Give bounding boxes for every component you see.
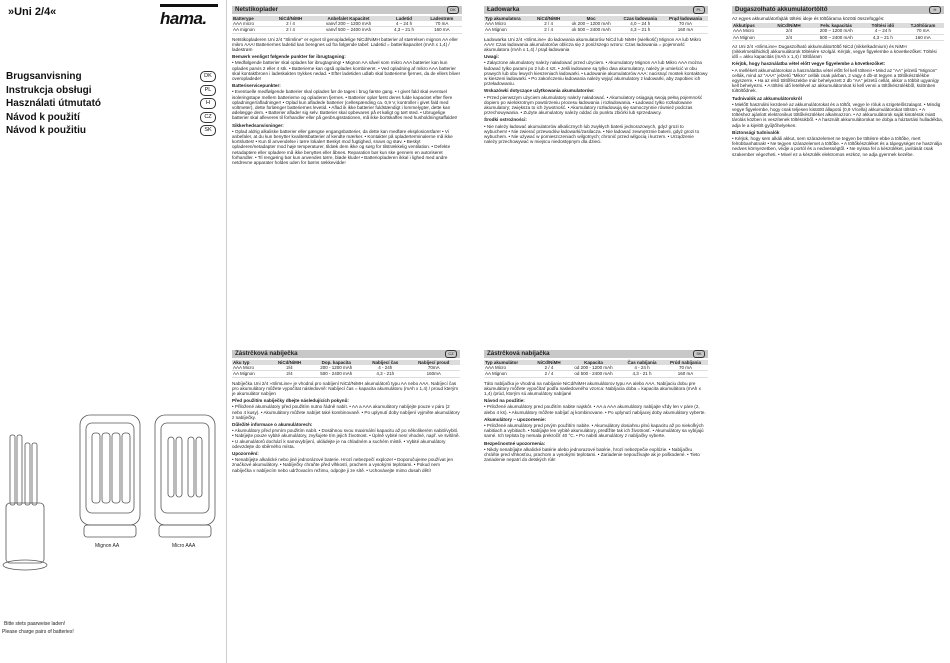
table-cell: 70 mA <box>663 21 708 27</box>
section-code-badge: SK <box>693 350 705 358</box>
section-sk <box>484 350 708 464</box>
table-cell: 4 – 24 h <box>386 21 421 27</box>
column-divider <box>226 0 227 663</box>
subheading: Kérjük, hogy használatba vétel előtt vegye figyelembe a következőket: <box>732 61 886 67</box>
table-cell: 2 / 4 <box>270 21 311 27</box>
table-cell: vanvf 500 – 2400 mAh <box>311 27 387 33</box>
table-cell: 4,3 – 21 h <box>386 27 421 33</box>
table-cell: 160 mA <box>663 27 708 33</box>
table-header-cell: NiCd/NiMH <box>532 16 564 21</box>
language-item-pl <box>6 84 216 98</box>
section-header <box>232 350 460 358</box>
table-cell: 4,3 – 21 h <box>617 27 663 33</box>
table-cell: 160mA <box>407 371 460 377</box>
spec-table <box>484 16 708 34</box>
table-cell: AAA Micro <box>484 365 532 371</box>
section-header <box>732 6 944 14</box>
language-code-badge: SK <box>200 125 216 136</box>
language-item-dk <box>6 70 216 84</box>
subheading: Sikkerhedsanvisninger: <box>232 122 284 128</box>
section-title: Ładowarka <box>487 6 520 13</box>
figure-caption-micro: Micro AAA <box>172 543 196 549</box>
table-header-cell: NiCd/NiMH <box>532 360 566 365</box>
spec-table <box>232 360 460 378</box>
table-header-cell: NiCd/NiMH <box>769 23 809 28</box>
subheading: Uwagi: <box>484 54 500 60</box>
subheading: Wskazówki dotyczące użytkowania akumulatorów: <box>484 88 595 94</box>
table-header-cell: NiCd/NiMH <box>270 360 310 365</box>
logo-bar <box>160 4 218 7</box>
language-list <box>6 70 216 138</box>
table-cell: 2 / 4 <box>532 21 564 27</box>
table-cell: 70mA <box>407 365 460 371</box>
table-cell: AA Mignon <box>232 371 270 377</box>
table-cell: AA Mignon <box>732 34 769 40</box>
section-code-badge: CZ <box>445 350 457 358</box>
table-header-cell: Felv. kapacitás <box>809 23 864 28</box>
section-h <box>732 6 944 159</box>
subheading: Akumulátory – upozornenie: <box>484 416 547 422</box>
table-row <box>484 27 708 33</box>
spec-table <box>232 16 462 34</box>
table-header-cell: Typ akumulatora <box>484 16 532 21</box>
table-cell: 500 - 2400 mAh <box>309 371 363 377</box>
table-cell: 160 mA <box>663 371 708 377</box>
spec-table <box>732 23 944 41</box>
language-code-badge: DK <box>200 71 216 82</box>
table-header-cell: Batterype <box>232 16 270 21</box>
table-header-cell: Anbefalet Kapacitet <box>311 16 387 21</box>
subheading: Tudnivalók az akkumulátorokról <box>732 95 802 101</box>
brand-name: hama. <box>160 9 207 28</box>
paragraph: • Eventuelle medfølgende batterier skal oplades før de tages i brug første gang. • I givet fald skal eventuel isoleringstape mellem batterierne og opladeren fjernes. • Batterier oplør først deres fulde kapacitet efter flere opladninger/afladninger! • Oplad kun afladede batterier (cellespænding ca. 0,9 V, kontroller i givet fald med voltmeter), dette forlænger batteriernes levetid. • Aflad ik ikke batterier fuldstændigt i lommelygter, dette kan ødelægge dem. • Batterier aflader sig selv. Batterier skal opbevares på et køligt og tørt sted. • Ubrugelige batterier skal afleveres til forhandler eller på genbrugsstationen, må ikke bortskaffes med husholdningsaffaldet! <box>232 89 458 121</box>
subheading: Upozornění: <box>232 451 259 457</box>
product-illustrations <box>0 375 226 640</box>
table-cell: 500 – 2400 mAh <box>809 34 864 40</box>
subheading: Środki ostrożności: <box>484 117 527 123</box>
table-cell: ok 500 – 2400 mAh <box>565 27 618 33</box>
brand-logo <box>160 4 218 29</box>
paragraph: • Nie należy ładować akumulatorów alkalicznych lub zwykłych baterii jednorazowych, gdyż grozi to wybuchem! • Nie zwierać przewodów ładowarki/zasilacza. • Nie ładować zewnętrznie baterii, gdyż grozi to wybuchem. • Nie używać w pomieszczeniach wilgotnych; chronić przed wilgocią i kurzem. • Urządzenie należy przechowywać w miejscu niedostępnym dla dzieci. <box>484 123 700 145</box>
table-cell: 4 – 24 h <box>864 28 902 34</box>
table-cell: AA mignon <box>232 27 270 33</box>
table-header-cell: Kapacita <box>566 360 621 365</box>
language-item-sk <box>6 124 216 138</box>
table-header-cell: Moc <box>565 16 618 21</box>
table-header-cell: Aku typ <box>232 360 270 365</box>
figure-caption-pairs-de: Bitte stets paarweise laden! <box>4 621 66 627</box>
table-cell: 2 / 4 <box>270 27 311 33</box>
language-code-badge: CZ <box>200 112 216 123</box>
table-cell: 2 / 4 <box>532 27 564 33</box>
table-header-cell: Czas ładowania <box>617 16 663 21</box>
section-dk <box>232 6 462 167</box>
paragraph: • Oplad aldrig alkaliske batterier eller gængse engangsbatterier, da dette kan medføre eksplosionsfare! • Vi anbefaler, at du kun benytter kvalitetsbatterier af kendte mærker. • Kontakter på opladerterminalerne må ikke kortsluttes! • Kun til anvendelse i tørre lokaler! Beskyt mod fugtighed, snavs og støv. • Beskyt opladeren/netadapter mod høje temperaturer, tildæk dem ikke og sørg for tilstrækkelig ventilation. • Defekte netadaptere eller opladere må ikke benyttes eller åbnes. Reparation bør kun ske gennem en autoriseret forhandler. • Til rengøring bør kun anvendes tørre, bløde klude! • Batteriopladeren ikkal i lighed med andre netdrevne apparater holdes uden for børns rækkevidde! <box>232 128 453 166</box>
section-code-badge: PL <box>693 6 705 14</box>
table-cell: 200 – 1200 mAh <box>809 28 864 34</box>
spec-table <box>484 360 708 378</box>
language-code-badge: PL <box>200 85 216 96</box>
table-header-cell: NiCd/NiMH <box>270 16 311 21</box>
section-header <box>232 6 462 14</box>
table-header-cell: Nabíjecí proud <box>407 360 460 365</box>
paragraph: • Priložené akumulátory pred použitím nabite najskôr. • AA a AAA akumulátory nabíjajte vždy len v páre (2, alebo 4 ks). • Akumulátory môžete nabíjať aj kombinovane. • Po uplynutí nabíjacej doby akumulátory vyberte. <box>484 404 706 415</box>
table-header-cell: Dop. kapacita <box>309 360 363 365</box>
subheading: Batteriservicepunkter: <box>232 83 281 89</box>
table-cell: od 200 - 1200 mAh <box>566 365 621 371</box>
table-cell: 2/4 <box>769 28 809 34</box>
paragraph: • Přiložené akumulátory před použitím nutno řádně nabít. • AA a AAA akumulátory nabíjejte pouze v páru (2 nebo 4 kusy). • Akumulátory můžete nabíjet také kombinovaně. • Po uplynutí doby nabíjení vyjměte akumulátory z nabíječky. <box>232 404 460 420</box>
language-name: Instrukcja obsługi <box>6 84 92 96</box>
table-row <box>232 371 460 377</box>
section-title: Zástrčková nabíječka <box>235 350 298 357</box>
table-header-cell: Akkutípus <box>732 23 769 28</box>
subheading: Před použitím nabíječky dbejte následujících pokynů: <box>232 398 349 404</box>
paragraph: • Załączone akumulatory należy naładować przed użyciem. • Akumulatory Mignon AA lub Mikro AAA można ładować tylko parami po 2 lub 4 szt. • Jeśli ładowane są tylko dwa akumulatory, należy je umieścić w obu prawych lub obu lewych kieszeniach ładowarki. • Ładowanie akumulatorów AAA: nacisnąć mostek kontaktowy w kieszeni ładowarki. • Po zakończeniu ładowania należy wyjąć akumulatory z ładowarki, aby zapobiec ich przeładowaniu. <box>484 60 708 87</box>
section-intro: Ładowarka Uni 2/4 »SlimLine« do ładowania akumulatorów NiCd lub NiMH (wielkość) Mignon AA lub Mikro AAA! Czas ładowania akumulatorów oblicza się z poniższego wzoru: Czas ładowania = pojemność akumulatora (mAh x 1,4) / prąd ładowania <box>484 36 702 53</box>
section-title: Netstikoplader <box>235 6 278 13</box>
table-cell: 2/4 <box>270 365 310 371</box>
section-intro: Nabíječka Uni 2/4 »SlimLine« je vhodná pro nabíjení NiCd/NiMH akumulátorů typu AA nebo AAA. Nabíjecí čas pro akumulátory můžete vypočítat následovně: Nabíjecí čas = kapacita akumulátoru (mAh x 1,4) / proud kterým je akumulátor nabíjen <box>232 380 459 397</box>
section-code-badge: DK <box>447 6 459 14</box>
table-cell: 70 mA <box>663 365 708 371</box>
section-intro: Táto nabíjačka je vhodná na nabíjanie NiCd/NiMH akumulátorov typu AA alebo AAA. Nabíjaciu dobu pre akumulátory môžete vypočítať podľa nasledovného vzorca: Nabíjacia doba = kapacita akumulátora (mAh x 1,4) /prúd, ktorým sú akumulátory nabíjané <box>484 380 701 397</box>
section-title: Dugaszolható akkumulátortöltő <box>735 6 828 13</box>
table-row <box>484 371 708 377</box>
section-intro: Netstikopladeren Uni 2/4 "Slimline" er egnet til genopladelige NiCd/NiMH batterier af størrelsen mignon AA eller mikro AAA! Batteriernes ladetid kan beregnes ud fra følgende tabel: Ladetid = batterikapacitet (mAh x 1,4) / ladestrøm <box>232 36 458 53</box>
subheading: Návod na použitie: <box>484 398 525 404</box>
table-cell: 160 mA <box>422 27 462 33</box>
language-name: Használati útmutató <box>6 98 102 110</box>
table-cell: AAA Micro <box>484 21 532 27</box>
paragraph: • Akumulátory před prvním použitím nabít. • Dosáhnou svou maximální kapacitu až po několikerém nabití/vybití. • Nabíjejte pouze vybité akumulátory, zvyšujete tím jejich životnost. • Úplně vybité není vhodné, např. ve svítilně. • U akumulátorů dochází k samovybíjení, ukládejte je na chladném a suchém místě. • Vybité akumulátory odevzdejte do sběrného místa. <box>232 428 460 449</box>
table-cell: 70 mA <box>902 28 944 34</box>
subheading: Důležité informace o akumulátorech: <box>232 422 313 428</box>
table-cell: 70 mA <box>422 21 462 27</box>
table-cell: 4 - 24 h <box>621 365 663 371</box>
paragraph: • A mellékelt akkumulátorokat a használatba vétel előtt fel kell tölteni! • Mind az "AA" jelzetű "Mignon" cellák, mind az "AAA" jelzetű "Mikro" cellák csak párban, 2 vagy 4 db-ot tegyen a töltőkészülékbe egyszerre. • Ha az első töltőfészekbe már behelyezett 2 db "AA" jelzetű cellát, akkor a többit ugyanígy kell behelyezni. • A töltési idő leteltével az akkumulátorokat ki kell venni a töltőkészülékből, különben túltöltődnek. <box>732 67 940 94</box>
table-cell: 200 - 1200 mAh <box>309 365 363 371</box>
table-cell: 4 - 24h <box>363 365 407 371</box>
table-header-cell: Ladestrøm <box>422 16 462 21</box>
table-cell: 2 / 4 <box>532 371 566 377</box>
table-cell: vanvf 200 – 1200 mAh <box>311 21 387 27</box>
paragraph: • Priložené akumulátory pred prvým použitím nabite. • Akumulátory dosiahnu plnú kapacitu až po niekoľkých nabitiach a vybitiach. • Nabíjajte len vybité akumulátory, predĺžite tak ich životnosť. • Akumulátory sa vybíjajú samé. Ich teplota by nemala prekročiť 40 °C. • Po nabití akumulátory z nabíjačky vyberte. <box>484 423 704 439</box>
table-cell: 4,3 - 21h <box>363 371 407 377</box>
table-header-cell: Prúd nabíjania <box>663 360 708 365</box>
table-cell: 4,3 - 21 h <box>621 371 663 377</box>
paragraph: • Nenabíjejte alkalické nebo jiné jednorázové baterie. Hrozí nebezpečí exploze! • Doporučujeme používat jen značkové akumulátory. • Nabíječky chraňte před vlhkostí, prachem a vysokými teplotami. • Pokud nem nabíječka v nabíjecím nebo udržovacím režimu, odpojte ji ze sítě. • Uchovávejte mimo dosah dětí! <box>232 457 454 473</box>
table-cell: 160 mA <box>902 34 944 40</box>
charger-micro-illustration <box>155 415 215 537</box>
table-cell: AAA Micro <box>732 28 769 34</box>
table-row <box>732 34 944 40</box>
table-cell: ok 200 – 1200 mAh <box>565 21 618 27</box>
language-item-cz <box>6 111 216 125</box>
table-cell: od 500 - 2400 mAh <box>566 371 621 377</box>
language-code-badge: H <box>200 98 216 109</box>
table-cell: 4,3 – 21 h <box>864 34 902 40</box>
table-header-cell: Prąd ładowania <box>663 16 708 21</box>
table-cell: 2 / 4 <box>532 365 566 371</box>
subheading: Bemærk venligst følgende punkter før ibrugtagning: <box>232 54 346 60</box>
table-header-cell: Čas nabíjania <box>621 360 663 365</box>
subheading: Bezpečnostné upozornenia: <box>484 440 546 446</box>
language-name: Brugsanvisning <box>6 71 82 83</box>
table-header-cell: T.zöltőáram <box>902 23 944 28</box>
section-intro: Az Uni 2/4 »SlimLine« Dugaszolható akkumulátortöltő NiCd (nikkelkadmium) és NiMH (nikkelmetálhidrid) akkumulátorok töltésére szolgál. Kérjük, vegye figyelembe a következőket: Töltési idő = akku kapacitás (mAh x 1,4) / töltőáram <box>732 43 937 60</box>
section-intro-top: Az egyes akkumulátorfajták töltési ideje és töltőárama közötti összefüggés: <box>732 16 885 21</box>
paragraph: • Medfølgende batterier skal oplades før ibrugtagning! • Mignon AA såvel som mikro AAA batterier kan kun oplades parvis 2 eller 4 stk. • Batterierne kan også oplades kombineret. • Ved opladning af mikro AAA batterier skal kontaktbroen i ladeskakten trykkes nedad. • Efter ladetiden udløb skal batterierne fjernes, da de ellers bliver overopladede! <box>232 60 461 82</box>
table-cell: 4,0 – 24 h <box>617 21 663 27</box>
table-header-cell: Nabíjecí čas <box>363 360 407 365</box>
paragraph: • Przed pierwszym użyciem akumulatory należy naładować. • Akumulatory osiągają swoją pełną pojemność dopiero po wielokrotnym powtórzeniu procesu ładowania i rozładowania. • Ładować tylko rozładowane akumulatory; zwiększa to ich żywotność. • Akumulatory rozładowują się samoczynnie również podczas przechowywania. • Zużyte akumulatory należy oddać do punktu zbiórki lub sprzedawcy. <box>484 94 703 116</box>
charger-mignon-illustration <box>80 415 140 537</box>
paragraph: • Mielőtt használni kezdené az akkumulátorokat és a töltőt, vegye le róluk a szigetelőszalagot. • Mindig vegye figyelembe, hogy csak teljesen kisütött állapotú (0,9 V/cella) akkumulátorokat töltsön. • A töltéshez ajánlott elektronikus töltőkészüléket alkalmazzon. • Az akkumulátorok saját kisütésük miatt tárolás közben is veszítenek töltésükből. • A használt akkumulátorokat ne dobja a háztartási hulladékba, adja le a kijelölt gyűjtőhelyeken. <box>732 101 944 128</box>
subheading: Biztonsági tudnivalók <box>732 129 780 135</box>
language-name: Návod k použití <box>6 111 80 123</box>
charger-left-illustration <box>3 435 47 570</box>
table-row <box>232 27 462 33</box>
section-pl <box>484 6 708 146</box>
table-cell: AAA micro <box>232 21 270 27</box>
section-code-badge: H <box>929 6 941 14</box>
section-header <box>484 6 708 14</box>
language-name: Návod k použitiu <box>6 125 86 137</box>
table-cell: 2/4 <box>769 34 809 40</box>
section-title: Zástrčková nabíjačka <box>487 350 550 357</box>
table-cell: AA Mignon <box>484 27 532 33</box>
section-header <box>484 350 708 358</box>
table-cell: AA Mignon <box>484 371 532 377</box>
manual-title: »Uni 2/4« <box>8 6 57 18</box>
table-header-cell: Ladetid <box>386 16 421 21</box>
figure-caption-pairs-en: Please charge pairs of batteries! <box>2 629 74 635</box>
paragraph: • Kérjük, hogy sem alkáli akkut, sem szárazelemet ne tegyen be töltésre ebbe a töltőbe, mert felrobbanhatnak! • Ne tegyen szárazelemet a töltőbe. • A töltőkészüléket és a tápegységet ne használja nedves környezetben, védje a portól és a nedvességtől. • Ne nyissa fel a készüléket, javítását csak szakember végezheti. • Mivel ez a készülék elektromos eszköz, ne adja gyermek kezébe. <box>732 136 942 157</box>
charger-drawings <box>0 375 226 640</box>
table-header-cell: Töltési idő <box>864 23 902 28</box>
table-header-cell: Typ akumulátor <box>484 360 532 365</box>
figure-caption-mignon: Mignon AA <box>95 543 120 549</box>
section-cz <box>232 350 460 475</box>
paragraph: • Nikdy nenabíjajte alkalické batérie alebo jednorazové batérie, hrozí nebezpečie explózie. • Nabíjačku chráňte pred vlhkosťou, prachom a vysokými teplotami. • Zariadenie nepoužívajte ak je poškodené. • Tieto zariadenie nepatrí do detských rúk! <box>484 446 700 463</box>
language-item-h <box>6 97 216 111</box>
table-cell: AAA Micro <box>232 365 270 371</box>
table-cell: 2/4 <box>270 371 310 377</box>
